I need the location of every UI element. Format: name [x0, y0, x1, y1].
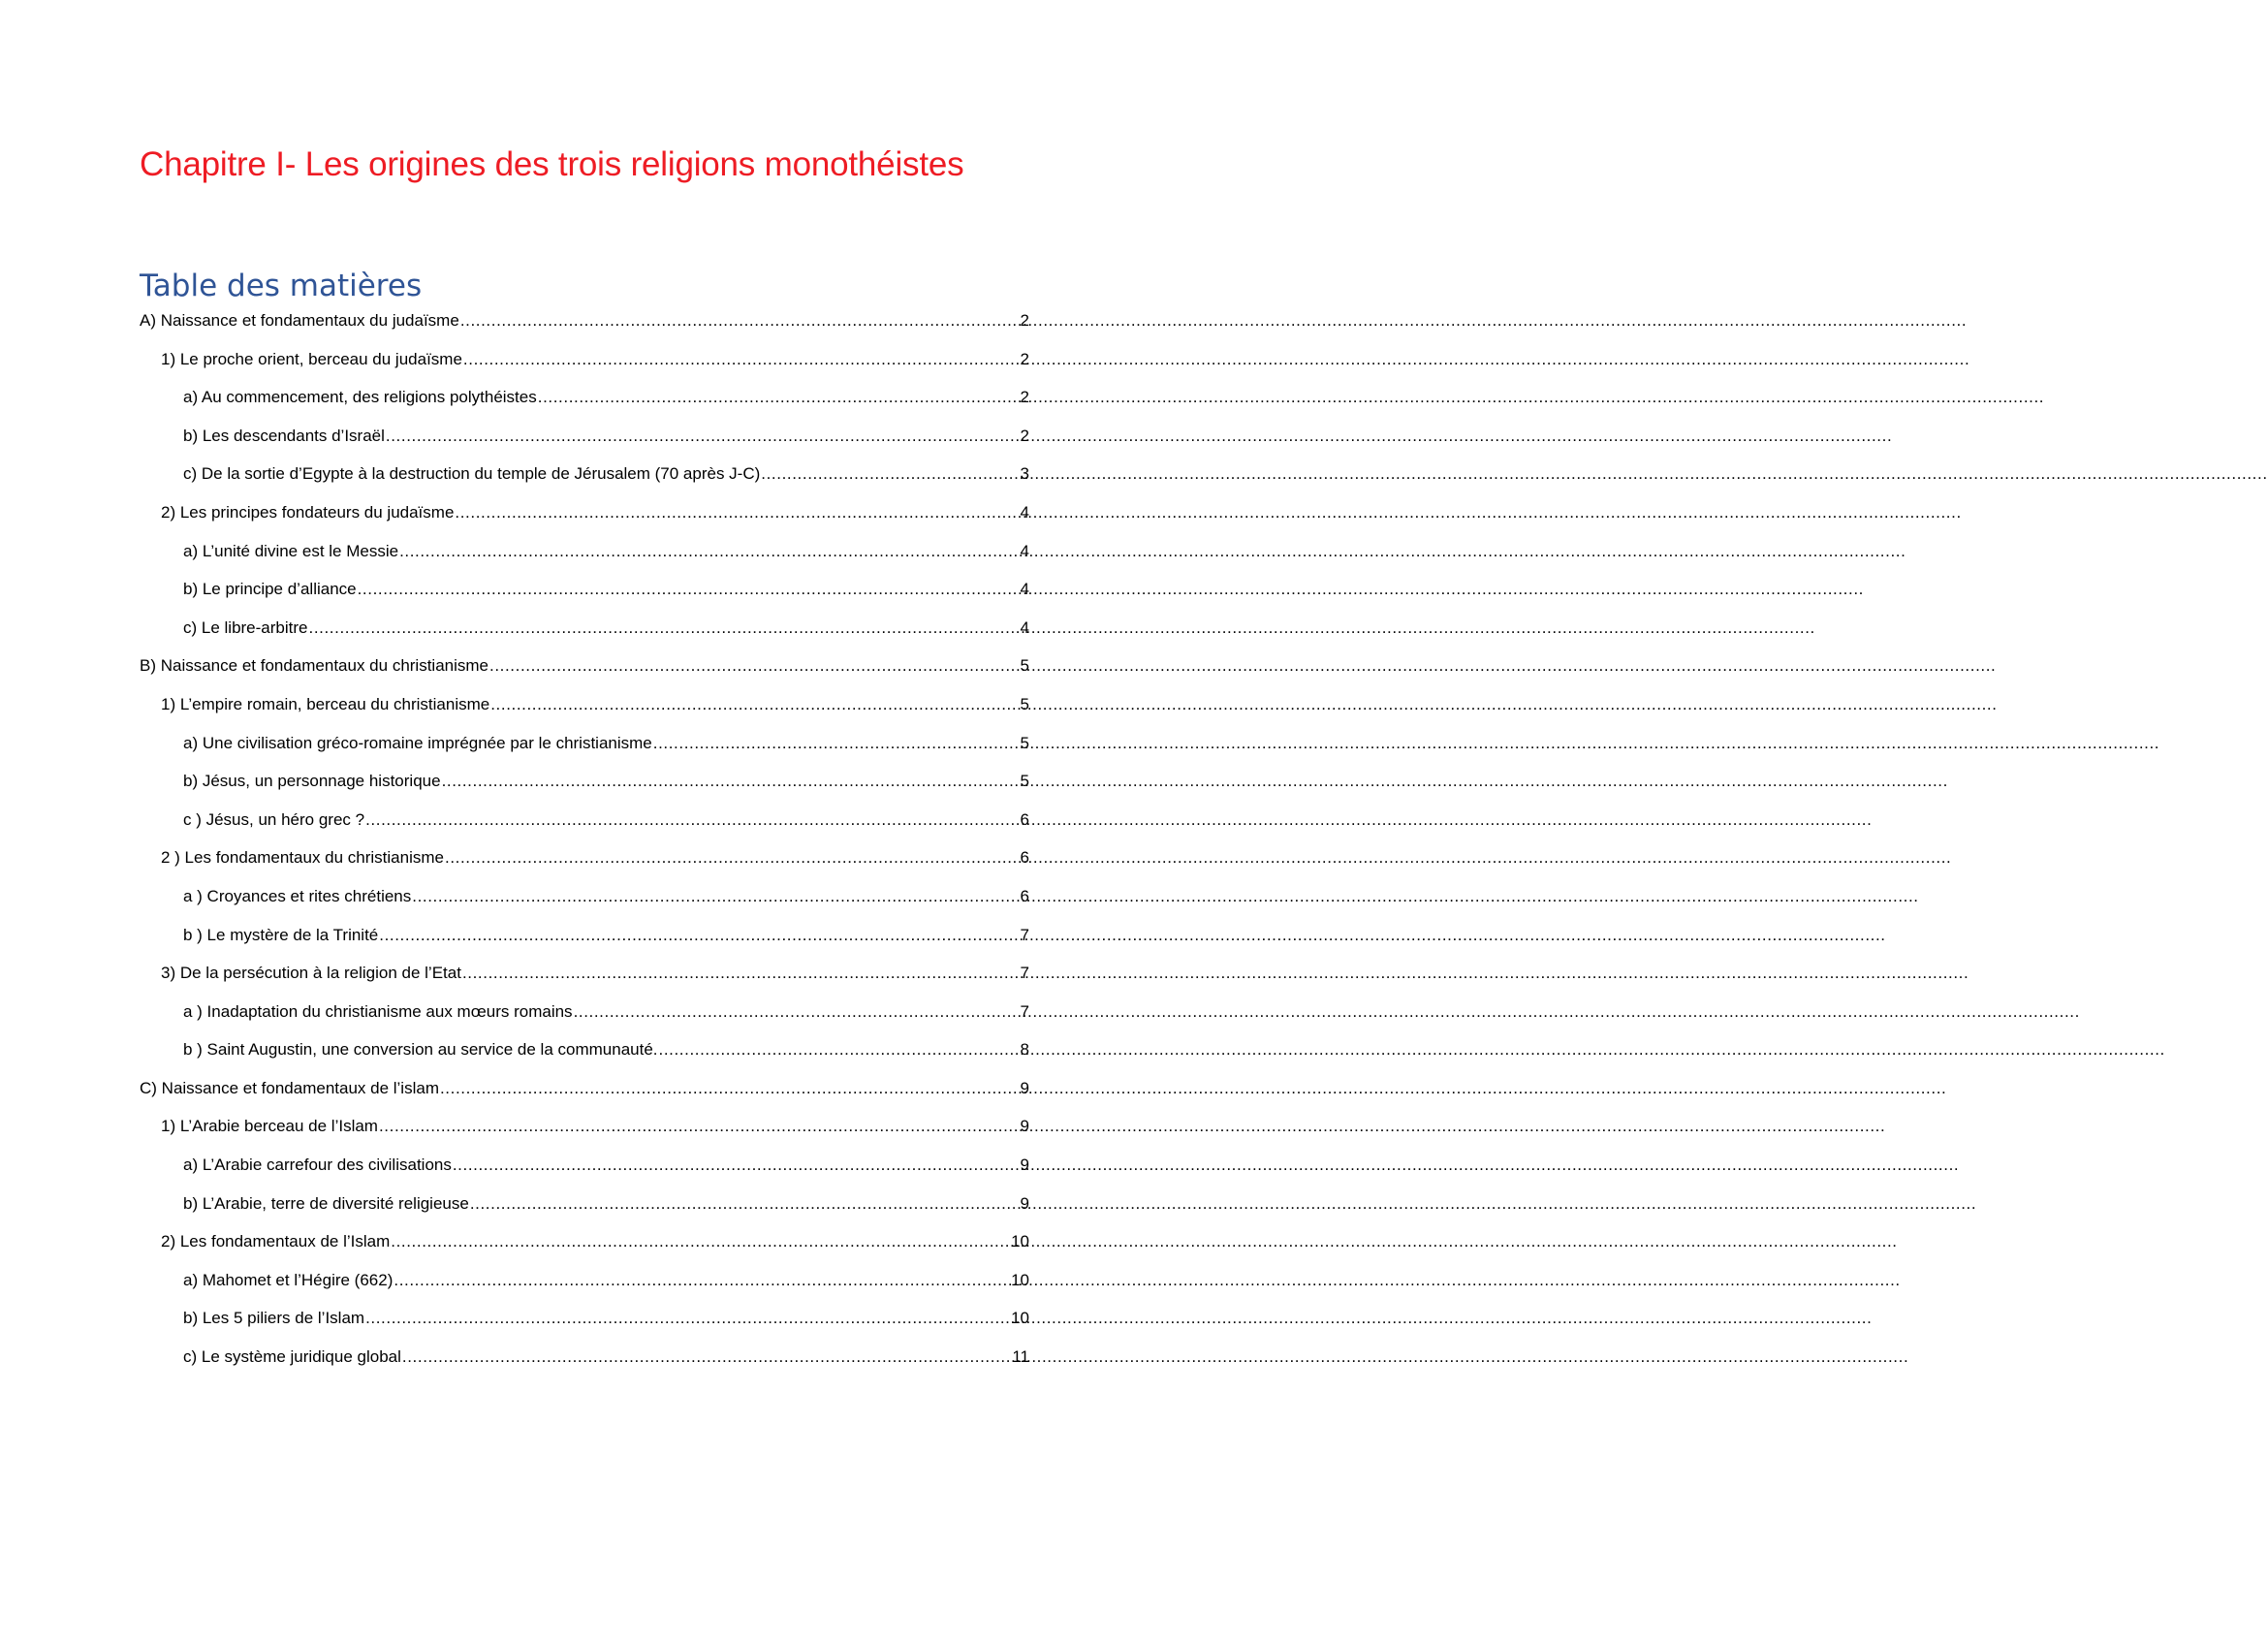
toc-entry-page-number[interactable]: 7 [1020, 964, 1029, 983]
toc-entry-page-number[interactable]: 5 [1020, 772, 1029, 791]
toc-entry-page-number[interactable]: 9 [1020, 1078, 1029, 1097]
toc-entry[interactable] [140, 616, 1029, 654]
toc-entry[interactable] [140, 731, 1029, 770]
toc-dot-leader [490, 692, 1019, 717]
toc-entry-text[interactable]: c) Le libre-arbitre [183, 617, 308, 637]
toc-entry[interactable] [140, 577, 1029, 616]
toc-dot-leader [463, 347, 1020, 372]
toc-entry[interactable] [140, 461, 1029, 500]
toc-entry-text[interactable]: b) Le principe d’alliance [183, 580, 357, 599]
toc-dot-leader [309, 616, 1020, 641]
toc-entry-page-number[interactable]: 3 [1020, 464, 1029, 484]
toc-dot-leader [399, 539, 1019, 564]
toc-entry-text[interactable]: a) Mahomet et l’Hégire (662) [183, 1270, 394, 1289]
toc-dot-leader [445, 845, 1020, 870]
toc-entry[interactable] [140, 1345, 1029, 1383]
toc-entry[interactable] [140, 999, 1029, 1038]
toc-dot-leader [442, 769, 1020, 794]
toc-entry-page-number[interactable]: 6 [1020, 886, 1029, 905]
toc-entry-text[interactable]: a) L’unité divine est le Messie [183, 541, 399, 560]
toc-entry-text[interactable]: b) Les 5 piliers de l’Islam [183, 1309, 365, 1328]
toc-entry-text[interactable]: a ) Inadaptation du christianisme aux mœurs romains [183, 1001, 573, 1021]
toc-entry-text[interactable]: 1) Le proche orient, berceau du judaïsme [161, 349, 462, 368]
toc-dot-leader [379, 1114, 1020, 1139]
table-of-contents [140, 308, 1029, 1383]
toc-entry[interactable] [140, 961, 1029, 999]
toc-entry-text[interactable]: a) Au commencement, des religions polythéistes [183, 388, 537, 407]
toc-entry-text[interactable]: a ) Croyances et rites chrétiens [183, 886, 412, 905]
toc-entry[interactable] [140, 1153, 1029, 1191]
toc-entry[interactable] [140, 424, 1029, 462]
toc-entry[interactable] [140, 385, 1029, 424]
toc-entry-page-number[interactable]: 9 [1020, 1155, 1029, 1175]
toc-entry-text[interactable]: c) Le système juridique global [183, 1347, 401, 1367]
toc-entry-page-number[interactable]: 5 [1020, 656, 1029, 676]
toc-dot-leader [761, 461, 1019, 487]
toc-entry[interactable] [140, 539, 1029, 578]
toc-entry-page-number[interactable]: 4 [1020, 541, 1029, 560]
toc-entry-text[interactable]: A) Naissance et fondamentaux du judaïsme [140, 311, 459, 330]
toc-dot-leader [365, 807, 1019, 833]
toc-dot-leader [391, 1229, 1010, 1254]
toc-entry-text[interactable]: 1) L’Arabie berceau de l’Islam [161, 1117, 378, 1136]
toc-dot-leader [379, 923, 1019, 948]
toc-dot-leader [358, 577, 1020, 602]
toc-dot-leader [440, 1076, 1020, 1101]
toc-entry-text[interactable]: 3) De la persécution à la religion de l’Etat [161, 964, 461, 983]
toc-dot-leader [412, 884, 1019, 909]
toc-entry[interactable] [140, 1306, 1029, 1345]
toc-dot-leader [394, 1268, 1010, 1293]
toc-dot-leader [402, 1345, 1011, 1370]
toc-entry-page-number[interactable]: 11 [1012, 1347, 1029, 1367]
toc-entry-page-number[interactable]: 10 [1011, 1270, 1029, 1289]
toc-entry-page-number[interactable]: 8 [1020, 1040, 1029, 1060]
toc-entry[interactable] [140, 807, 1029, 846]
toc-entry-text[interactable]: 1) L’empire romain, berceau du christianisme [161, 694, 490, 713]
toc-entry-page-number[interactable]: 2 [1020, 311, 1029, 330]
toc-entry-text[interactable]: C) Naissance et fondamentaux de l’islam [140, 1078, 439, 1097]
toc-entry-page-number[interactable]: 6 [1020, 809, 1029, 829]
toc-entry-text[interactable]: 2) Les principes fondateurs du judaïsme [161, 502, 455, 522]
toc-entry[interactable] [140, 1191, 1029, 1230]
toc-dot-leader [365, 1306, 1010, 1331]
toc-dot-leader [574, 999, 1020, 1025]
toc-dot-leader [460, 308, 1020, 333]
toc-entry-page-number[interactable]: 10 [1011, 1232, 1029, 1251]
toc-dot-leader [470, 1191, 1020, 1217]
toc-entry-page-number[interactable]: 4 [1020, 580, 1029, 599]
chapter-title: Chapitre I- Les origines des trois religions monothéistes [140, 145, 964, 183]
toc-entry[interactable] [140, 923, 1029, 962]
toc-entry-page-number[interactable]: 6 [1020, 848, 1029, 868]
toc-entry[interactable] [140, 769, 1029, 807]
toc-entry-text[interactable]: 2 ) Les fondamentaux du christianisme [161, 848, 444, 868]
toc-entry-page-number[interactable]: 7 [1020, 1001, 1029, 1021]
toc-entry-page-number[interactable]: 4 [1020, 502, 1029, 522]
toc-entry-page-number[interactable]: 5 [1020, 694, 1029, 713]
toc-dot-leader [489, 653, 1020, 679]
toc-dot-leader [386, 424, 1020, 449]
toc-entry-page-number[interactable]: 2 [1020, 426, 1029, 445]
toc-dot-leader [453, 1153, 1020, 1178]
toc-entry-page-number[interactable]: 2 [1020, 388, 1029, 407]
toc-entry[interactable] [140, 1076, 1029, 1115]
toc-entry[interactable] [140, 347, 1029, 386]
toc-dot-leader [455, 500, 1019, 525]
toc-entry-page-number[interactable]: 10 [1011, 1309, 1029, 1328]
toc-entry-page-number[interactable]: 9 [1020, 1117, 1029, 1136]
toc-entry[interactable] [140, 692, 1029, 731]
toc-entry-text[interactable]: b ) Le mystère de la Trinité [183, 925, 379, 944]
toc-entry[interactable] [140, 1268, 1029, 1307]
toc-dot-leader [653, 731, 1020, 756]
toc-entry[interactable] [140, 1037, 1029, 1076]
toc-entry-text[interactable]: B) Naissance et fondamentaux du christianisme [140, 656, 489, 676]
toc-entry-page-number[interactable]: 2 [1020, 349, 1029, 368]
toc-entry[interactable] [140, 1229, 1029, 1268]
toc-entry-page-number[interactable]: 4 [1020, 617, 1029, 637]
toc-entry-text[interactable]: a) Une civilisation gréco-romaine imprégnée par le christianisme [183, 733, 652, 752]
toc-entry-text[interactable]: b) Les descendants d’Israël [183, 426, 385, 445]
toc-entry-text[interactable]: c) De la sortie d’Egypte à la destruction du temple de Jérusalem (70 après J-C) [183, 464, 761, 484]
toc-heading: Table des matières [140, 269, 423, 303]
toc-entry[interactable] [140, 653, 1029, 692]
toc-entry-page-number[interactable]: 7 [1020, 925, 1029, 944]
toc-entry[interactable] [140, 884, 1029, 923]
toc-entry-text[interactable]: 2) Les fondamentaux de l’Islam [161, 1232, 391, 1251]
toc-entry[interactable] [140, 845, 1029, 884]
toc-entry-text[interactable]: c ) Jésus, un héro grec ? [183, 809, 365, 829]
toc-entry[interactable] [140, 500, 1029, 539]
toc-entry[interactable] [140, 1114, 1029, 1153]
toc-dot-leader [659, 1037, 1020, 1062]
toc-dot-leader [538, 385, 1020, 410]
toc-entry-text[interactable]: b) L’Arabie, terre de diversité religieuse [183, 1193, 469, 1213]
toc-entry-text[interactable]: b) Jésus, un personnage historique [183, 772, 441, 791]
toc-entry[interactable] [140, 308, 1029, 347]
toc-entry-page-number[interactable]: 9 [1020, 1193, 1029, 1213]
toc-entry-page-number[interactable]: 5 [1020, 733, 1029, 752]
toc-entry-text[interactable]: b ) Saint Augustin, une conversion au service de la communauté. [183, 1040, 658, 1060]
toc-dot-leader [462, 961, 1020, 986]
toc-entry-text[interactable]: a) L’Arabie carrefour des civilisations [183, 1155, 452, 1175]
